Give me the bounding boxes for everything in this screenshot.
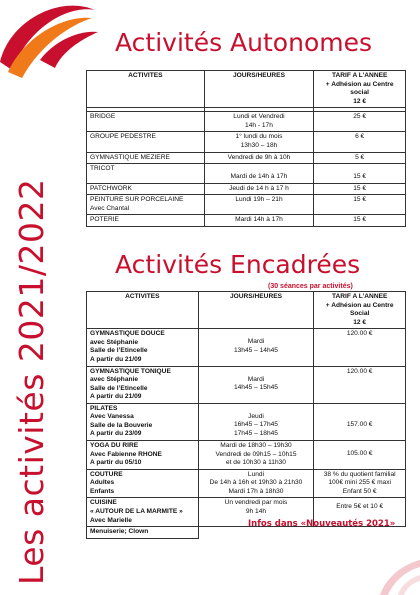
- activity-cell: PILATES Avec Vanessa Salle de la Bouverie A partir du 23/09: [87, 403, 199, 440]
- schedule-cell: Mardi 14h45 – 15h45: [198, 366, 314, 403]
- col-header-price: [314, 71, 406, 108]
- schedule-cell: Mardi 13h45 – 14h45: [198, 329, 314, 366]
- activity-cell: POTERIE: [87, 215, 205, 227]
- activity-cell: TRICOT: [87, 164, 205, 184]
- price-cell: Entre 5€ et 10 €: [314, 498, 406, 527]
- price-cell: 105.00 €: [314, 441, 406, 470]
- schedule-cell: Mardi de 18h30 – 19h30 Vendredi de 09h15 – 10h15 et de 10h30 à 11h30: [198, 441, 314, 470]
- schedule-cell: Vendredi de 9h à 10h: [204, 152, 314, 164]
- table-row: [87, 366, 406, 403]
- price-cell: 6 €: [314, 132, 406, 152]
- price-cell: 38 % du quotient familial 100€ mini 255 € maxi Enfant 50 €: [314, 469, 406, 498]
- schedule-cell: Mardi 14h à 17h: [204, 215, 314, 227]
- table-header-row: [87, 71, 406, 108]
- table-row: [87, 152, 406, 164]
- price-cell: 15 €: [314, 195, 406, 215]
- section2-subtitle: (30 séances par activités): [268, 283, 353, 290]
- col-header-schedule: JOURS/HEURES: [204, 71, 314, 108]
- price-header-line1: TARIF A L’ANNEE: [331, 293, 388, 300]
- price-cell: 120.00 €: [314, 329, 406, 366]
- activity-cell: COUTURE Adultes Enfants: [87, 469, 199, 498]
- table-header-row: [87, 292, 406, 329]
- footer-activity-cell: Menuiserie; Clown: [87, 527, 199, 539]
- price-header-line3: 12 €: [353, 97, 367, 105]
- schedule-cell: Jeudi de 14 h à 17 h: [204, 183, 314, 195]
- price-cell: 120.00 €: [314, 366, 406, 403]
- vertical-title: Les activités 2021/2022: [12, 178, 51, 585]
- corner-swirl: [360, 555, 420, 595]
- price-cell: 5 €: [314, 152, 406, 164]
- activity-cell: PEINTURE SUR PORCELAINE Avec Chantal: [87, 195, 205, 215]
- footer-note: Infos dans «Nouveautés 2021»: [248, 519, 396, 529]
- col-header-activities: ACTIVITES: [87, 292, 199, 329]
- table-row: [87, 195, 406, 215]
- col-header-price: [314, 292, 406, 329]
- price-cell: 15 €: [314, 183, 406, 195]
- table-row: [87, 112, 406, 132]
- table-row: [87, 329, 406, 366]
- activity-cell: PATCHWORK: [87, 183, 205, 195]
- table-row: [87, 403, 406, 440]
- activity-cell: GYMNASTIQUE DOUCE avec Stéphanie Salle de l’Etincelle A partir du 21/09: [87, 329, 199, 366]
- logo-swirl: [0, 0, 100, 80]
- schedule-cell: Lundi 19h – 21h: [204, 195, 314, 215]
- section1-title: Activités Autonomes: [115, 28, 372, 57]
- schedule-cell: Lundi et Vendredi 14h - 17h: [204, 112, 314, 132]
- price-cell: 15 €: [314, 164, 406, 184]
- price-header-line2: + Adhésion au Centre Social: [325, 301, 394, 318]
- table-row: [87, 215, 406, 227]
- activity-cell: YOGA DU RIRE Avec Fabienne RHONE A partir du 05/10: [87, 441, 199, 470]
- schedule-cell: Un vendredi par mois 9h 14h: [198, 498, 314, 527]
- price-cell: 25 €: [314, 112, 406, 132]
- price-header-line3: 12 €: [353, 318, 367, 326]
- schedule-cell: 1° lundi du mois 13h30 – 18h: [204, 132, 314, 152]
- section2-title: Activités Encadrées: [115, 250, 361, 279]
- table-row: [87, 183, 406, 195]
- schedule-cell: Mardi de 14h à 17h: [204, 164, 314, 184]
- table-row: [87, 469, 406, 498]
- activity-cell: GYMNASTIQUE TONIQUE avec Stéphanie Salle de l’Etincelle A partir du 21/09: [87, 366, 199, 403]
- activity-cell: CUISINE « AUTOUR DE LA MARMITE » Avec Marielle: [87, 498, 199, 527]
- activity-cell: GROUPE PEDESTRE: [87, 132, 205, 152]
- vertical-title-wrap: [2, 165, 62, 585]
- table-row: [87, 132, 406, 152]
- activity-cell: BRIDGE: [87, 112, 205, 132]
- table-row: [87, 164, 406, 184]
- col-header-activities: ACTIVITES: [87, 71, 205, 108]
- price-cell: 15 €: [314, 215, 406, 227]
- autonomous-activities-table: [86, 70, 406, 227]
- activity-cell: GYMNASTIQUE MEZIERE: [87, 152, 205, 164]
- price-cell: 157.00 €: [314, 403, 406, 440]
- schedule-cell: Jeudi 16h45 – 17h45 17h45 – 18h45: [198, 403, 314, 440]
- price-header-line1: TARIF A L’ANNEE: [331, 72, 388, 79]
- supervised-activities-table: [86, 291, 406, 539]
- schedule-cell: Lundi De 14h à 16h et 19h30 à 21h30 Mardi 17h à 18h30: [198, 469, 314, 498]
- col-header-schedule: JOURS/HEURES: [198, 292, 314, 329]
- table-row: [87, 441, 406, 470]
- price-header-line2: + Adhésion au Centre social: [325, 80, 394, 97]
